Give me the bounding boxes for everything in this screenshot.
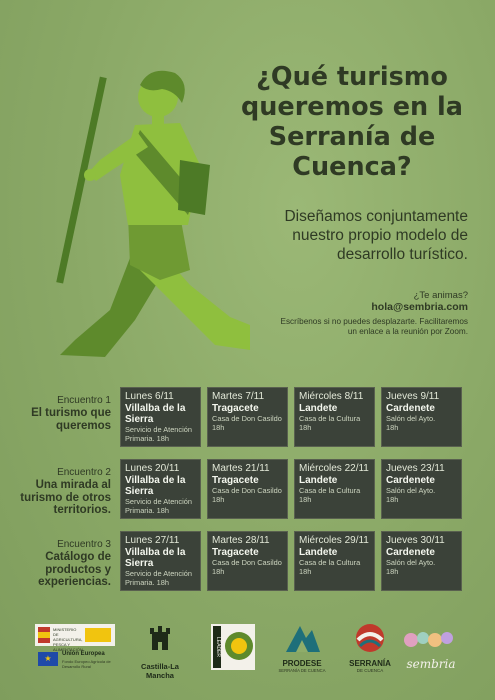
event-card [207,531,288,591]
event-day: Lunes 20/11 [125,463,180,474]
event-venue: Casa de la Cultura [299,486,361,495]
clm-name: Castilla-La Mancha [141,662,179,680]
session-name: El turismo que queremos [31,407,111,432]
session-row [20,459,475,519]
ministry-name: MINISTERIO DE AGRICULTURA, PESCA Y ALIMENTACIÓN [53,627,83,652]
event-card [381,387,462,447]
event-card [120,531,201,591]
serrania-logo [341,622,399,678]
serrania-circle-icon [354,622,386,654]
event-day: Martes 21/11 [212,463,270,474]
event-venue: Servicio de Atención Primaria. 18h [125,425,192,443]
sembria-flowers-icon [403,628,459,652]
event-card [294,459,375,519]
event-day: Jueves 23/11 [386,463,445,474]
sembria-logo [399,628,463,676]
event-day: Martes 7/11 [212,391,265,402]
event-place: Villalba de la Sierra [125,403,186,425]
event-venue: Casa de Don Casildo [212,486,282,495]
event-place: Landete [299,403,338,414]
event-place: Tragacete [212,403,259,414]
castle-icon [148,624,172,656]
event-venue: Salón del Ayto. [386,558,436,567]
event-card [294,387,375,447]
event-venue: Salón del Ayto. [386,486,436,495]
contact-block [280,290,468,337]
page-title: ¿Qué turismo queremos en la Serranía de Cuenca? [241,62,463,182]
session-row [20,531,475,591]
event-day: Lunes 6/11 [125,391,174,402]
event-card [294,531,375,591]
event-time: 18h [386,495,399,504]
event-venue: Casa de la Cultura [299,558,361,567]
contact-note: Escríbenos si no puedes desplazarte. Facilitaremos un enlace a la reunión por Zoom. [280,317,468,336]
session-events [120,387,462,447]
event-day: Miércoles 29/11 [299,535,369,546]
event-day: Jueves 9/11 [386,391,440,402]
eu-title: Unión Europea [62,651,105,657]
event-card [207,459,288,519]
event-card [381,459,462,519]
session-number: Encuentro 1 [57,395,111,406]
session-row [20,387,475,447]
event-time: 18h [386,423,399,432]
contact-email[interactable]: hola@sembria.com [371,301,468,313]
session-name: Una mirada al turismo de otros territorios. [20,479,111,516]
event-place: Villalba de la Sierra [125,475,186,497]
leader-label: LEADER [213,626,221,668]
clm-logo [127,624,193,678]
session-label [20,459,120,519]
hiker-illustration [40,55,255,375]
backpack [178,160,210,215]
event-time: 18h [299,495,312,504]
session-events [120,531,462,591]
prodese-sub: SERRANÍA DE CUENCA [278,668,326,673]
event-day: Lunes 27/11 [125,535,180,546]
page-subtitle: Diseñamos conjuntamente nuestro propio modelo de desarrollo turístico. [284,208,468,263]
event-card [120,387,201,447]
ministry-badge [85,628,111,642]
event-card [120,459,201,519]
event-place: Villalba de la Sierra [125,547,186,569]
serrania-name: SERRANÍA [349,659,391,668]
session-label [20,531,120,591]
event-venue: Servicio de Atención Primaria. 18h [125,497,192,515]
event-place: Landete [299,475,338,486]
session-number: Encuentro 2 [57,467,111,478]
leader-logo [211,624,255,670]
eu-fund: Fondo Europeo Agrícola de Desarrollo Rural [62,659,111,669]
walking-stick [56,77,107,284]
event-day: Miércoles 8/11 [299,391,364,402]
event-venue: Salón del Ayto. [386,414,436,423]
event-place: Landete [299,547,338,558]
sponsor-logos [35,620,465,680]
event-time: 18h [299,423,312,432]
eu-flag-icon: ★ [38,652,58,666]
event-place: Cardenete [386,403,435,414]
event-time: 18h [212,495,225,504]
event-time: 18h [212,423,225,432]
event-venue: Casa de Don Casildo [212,414,282,423]
event-venue: Servicio de Atención Primaria. 18h [125,569,192,587]
contact-question: ¿Te animas? [413,290,468,301]
event-venue: Casa de la Cultura [299,414,361,423]
neck [152,113,164,127]
event-place: Tragacete [212,547,259,558]
prodese-mountain-icon [282,622,322,654]
event-time: 18h [299,567,312,576]
session-label [20,387,120,447]
event-time: 18h [212,567,225,576]
event-day: Martes 28/11 [212,535,270,546]
ministry-logo [35,624,115,652]
event-card [207,387,288,447]
event-venue: Casa de Don Casildo [212,558,282,567]
prodese-name: PRODESE [282,659,322,668]
event-place: Tragacete [212,475,259,486]
session-name: Catálogo de productos y experiencias. [38,551,111,588]
hand [84,169,96,181]
event-day: Jueves 30/11 [386,535,445,546]
sessions-schedule [20,387,475,603]
sembria-name: sembria [406,657,456,671]
serrania-sub: DE CUENCA [356,668,384,673]
event-card [381,531,462,591]
session-number: Encuentro 3 [57,539,111,550]
event-day: Miércoles 22/11 [299,463,369,474]
eu-logo [35,650,115,674]
session-events [120,459,462,519]
event-time: 18h [386,567,399,576]
event-place: Cardenete [386,475,435,486]
event-place: Cardenete [386,547,435,558]
prodese-logo [273,622,331,678]
